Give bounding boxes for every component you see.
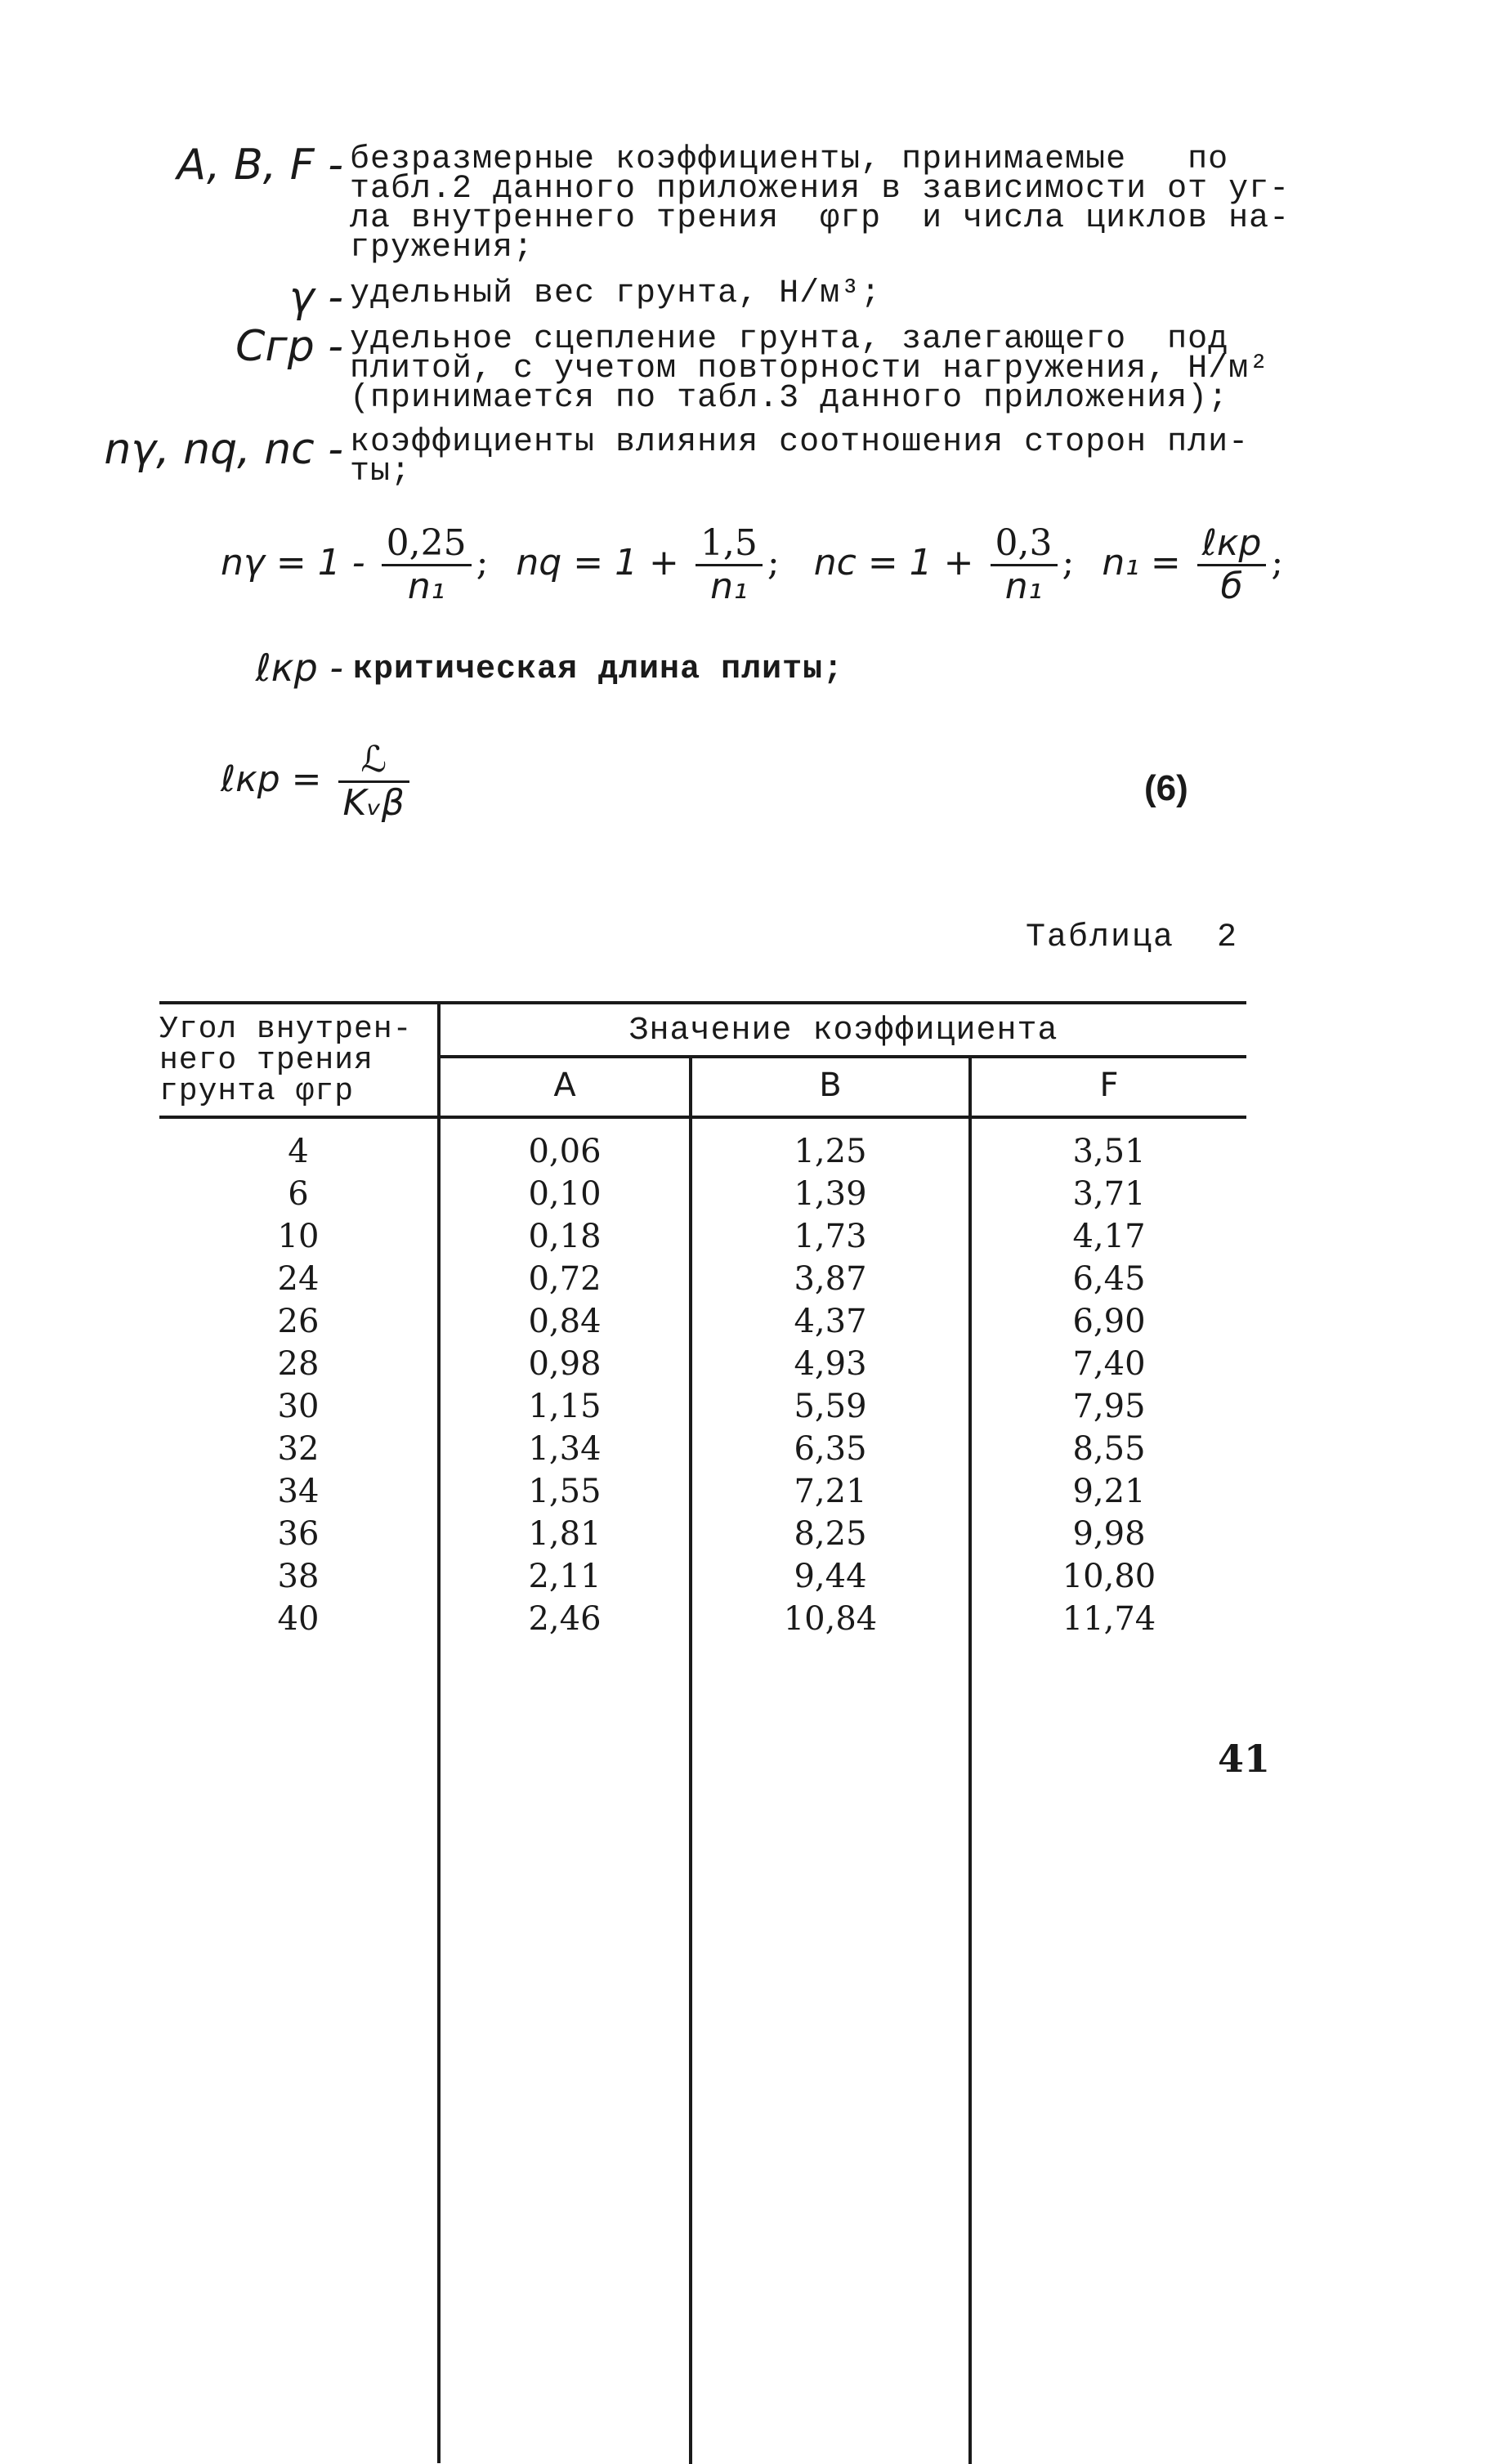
table-top-rule <box>159 1001 1246 1004</box>
cell-value: 0,84 <box>528 1303 602 1340</box>
cell-value: 3,51 <box>1072 1133 1146 1170</box>
fraction-denominator: б <box>1220 566 1243 607</box>
header-angle-line: него трения <box>159 1043 373 1078</box>
table-row <box>159 1428 1246 1470</box>
formula-nq-lhs: nq = 1 + <box>516 542 679 584</box>
fraction-denominator: Kᵥβ <box>342 782 405 824</box>
cell-value: 8,55 <box>1072 1430 1146 1468</box>
symbol-lkr: ℓкр - <box>255 646 343 690</box>
cell-angle: 26 <box>277 1303 320 1340</box>
equation-number: (6) <box>1144 768 1188 808</box>
header-col-f: F <box>1099 1067 1119 1104</box>
formula-ny-lhs: nγ = 1 - <box>221 542 365 584</box>
fraction-denominator: n₁ <box>710 566 748 607</box>
symbol-abf: A, B, F - <box>177 141 343 190</box>
separator: ; <box>1271 542 1284 584</box>
cell-angle: 6 <box>288 1175 309 1213</box>
cell-angle: 28 <box>277 1345 320 1383</box>
definition-line: удельный вес грунта, Н/м³; <box>350 275 882 312</box>
cell-angle: 40 <box>277 1600 320 1638</box>
header-divider <box>441 1055 1246 1058</box>
fraction-numerator: 0,3 <box>991 523 1058 566</box>
cell-value: 5,59 <box>794 1388 867 1425</box>
cell-value: 1,39 <box>794 1175 867 1213</box>
fraction-denominator: n₁ <box>1004 566 1043 607</box>
fraction-numerator: ℓкр <box>1197 523 1267 566</box>
header-group: Значение коэффициента <box>628 1013 1058 1049</box>
definition-line: коэффициенты влияния соотношения сторон пли- <box>350 424 1250 461</box>
table-row <box>159 1215 1246 1258</box>
cell-angle: 32 <box>277 1430 320 1468</box>
cell-value: 3,71 <box>1072 1175 1146 1213</box>
cell-value: 3,87 <box>794 1260 867 1298</box>
definition-line: плитой, с учетом повторности нагружения, Н/м² <box>350 351 1270 387</box>
definition-line: (принимается по табл.3 данного приложения); <box>350 380 1229 417</box>
symbol-n-coefficients: nγ, nq, nc - <box>104 425 343 474</box>
cell-value: 1,34 <box>528 1430 602 1468</box>
cell-value: 1,25 <box>794 1133 867 1170</box>
symbol-cgr: Сгр - <box>235 322 343 371</box>
coefficient-formulas <box>221 523 1283 607</box>
cell-value: 9,98 <box>1072 1515 1146 1553</box>
header-angle-line: Угол внутрен- <box>159 1012 413 1047</box>
table-row <box>159 1598 1246 1640</box>
definition-line: удельное сцепление грунта, залегающего под <box>350 321 1229 358</box>
header-bottom-rule <box>159 1116 1246 1119</box>
lkr-definition-text: критическая длина плиты; <box>353 651 844 688</box>
cell-value: 7,21 <box>794 1473 867 1510</box>
separator: ; <box>1062 542 1075 584</box>
fraction-ny <box>382 523 472 607</box>
table-row <box>159 1258 1246 1300</box>
cell-value: 2,11 <box>528 1558 602 1595</box>
definition-line: гружения; <box>350 230 535 266</box>
cell-value: 6,45 <box>1072 1260 1146 1298</box>
separator: ; <box>767 542 780 584</box>
cell-value: 0,72 <box>528 1260 602 1298</box>
fraction-numerator: 0,25 <box>382 523 472 566</box>
header-col-b: B <box>819 1067 842 1104</box>
fraction-n1 <box>1197 523 1267 607</box>
header-col-a: A <box>553 1067 576 1104</box>
cell-value: 0,98 <box>528 1345 602 1383</box>
cell-value: 10,84 <box>783 1600 878 1638</box>
cell-value: 7,95 <box>1072 1388 1146 1425</box>
cell-value: 0,18 <box>528 1218 602 1255</box>
table-row <box>159 1300 1246 1343</box>
cell-value: 7,40 <box>1072 1345 1146 1383</box>
cell-value: 4,17 <box>1072 1218 1146 1255</box>
table-row <box>159 1470 1246 1513</box>
fraction-nc <box>991 523 1058 607</box>
fraction-numerator: 1,5 <box>696 523 763 566</box>
fraction-lkr <box>338 740 409 824</box>
cell-angle: 34 <box>277 1473 320 1510</box>
cell-value: 9,21 <box>1072 1473 1146 1510</box>
equation-lhs: ℓкр = <box>221 758 322 800</box>
table-row <box>159 1385 1246 1428</box>
symbol-gamma: γ - <box>289 273 343 322</box>
definition-line: ты; <box>350 454 412 490</box>
cell-value: 9,44 <box>794 1558 867 1595</box>
header-angle <box>159 1014 429 1107</box>
cell-angle: 30 <box>277 1388 320 1425</box>
cell-angle: 10 <box>277 1218 320 1255</box>
definition-line: безразмерные коэффициенты, принимаемые по <box>350 141 1229 178</box>
separator: ; <box>476 542 489 584</box>
cell-value: 6,90 <box>1072 1303 1146 1340</box>
cell-value: 11,74 <box>1062 1600 1156 1638</box>
equation-6 <box>221 740 414 824</box>
cell-value: 0,10 <box>528 1175 602 1213</box>
fraction-numerator: ℒ <box>338 740 409 783</box>
cell-value: 8,25 <box>794 1515 867 1553</box>
cell-value: 0,06 <box>528 1133 602 1170</box>
cell-angle: 36 <box>277 1515 320 1553</box>
table-row <box>159 1173 1246 1215</box>
cell-angle: 24 <box>277 1260 320 1298</box>
header-angle-line: грунта φгр <box>159 1074 355 1109</box>
fraction-nq <box>696 523 763 607</box>
table-row <box>159 1343 1246 1385</box>
cell-value: 6,35 <box>794 1430 867 1468</box>
cell-angle: 4 <box>288 1133 309 1170</box>
table-row <box>159 1130 1246 1173</box>
cell-value: 4,37 <box>794 1303 867 1340</box>
cell-value: 4,93 <box>794 1345 867 1383</box>
definition-line: табл.2 данного приложения в зависимости от уг- <box>350 171 1290 208</box>
table-caption: Таблица 2 <box>1026 919 1239 956</box>
definition-line: ла внутреннего трения φгр и числа циклов на- <box>350 200 1290 237</box>
cell-angle: 38 <box>277 1558 320 1595</box>
cell-value: 1,55 <box>528 1473 602 1510</box>
fraction-denominator: n₁ <box>407 566 445 607</box>
cell-value: 10,80 <box>1062 1558 1156 1595</box>
cell-value: 1,73 <box>794 1218 867 1255</box>
formula-nc-lhs: nc = 1 + <box>813 542 974 584</box>
cell-value: 2,46 <box>528 1600 602 1638</box>
table-row <box>159 1513 1246 1555</box>
page-number: 41 <box>1218 1737 1271 1781</box>
table-row <box>159 1555 1246 1598</box>
cell-value: 1,15 <box>528 1388 602 1425</box>
formula-n1-lhs: n₁ = <box>1102 542 1181 584</box>
cell-value: 1,81 <box>528 1515 602 1553</box>
